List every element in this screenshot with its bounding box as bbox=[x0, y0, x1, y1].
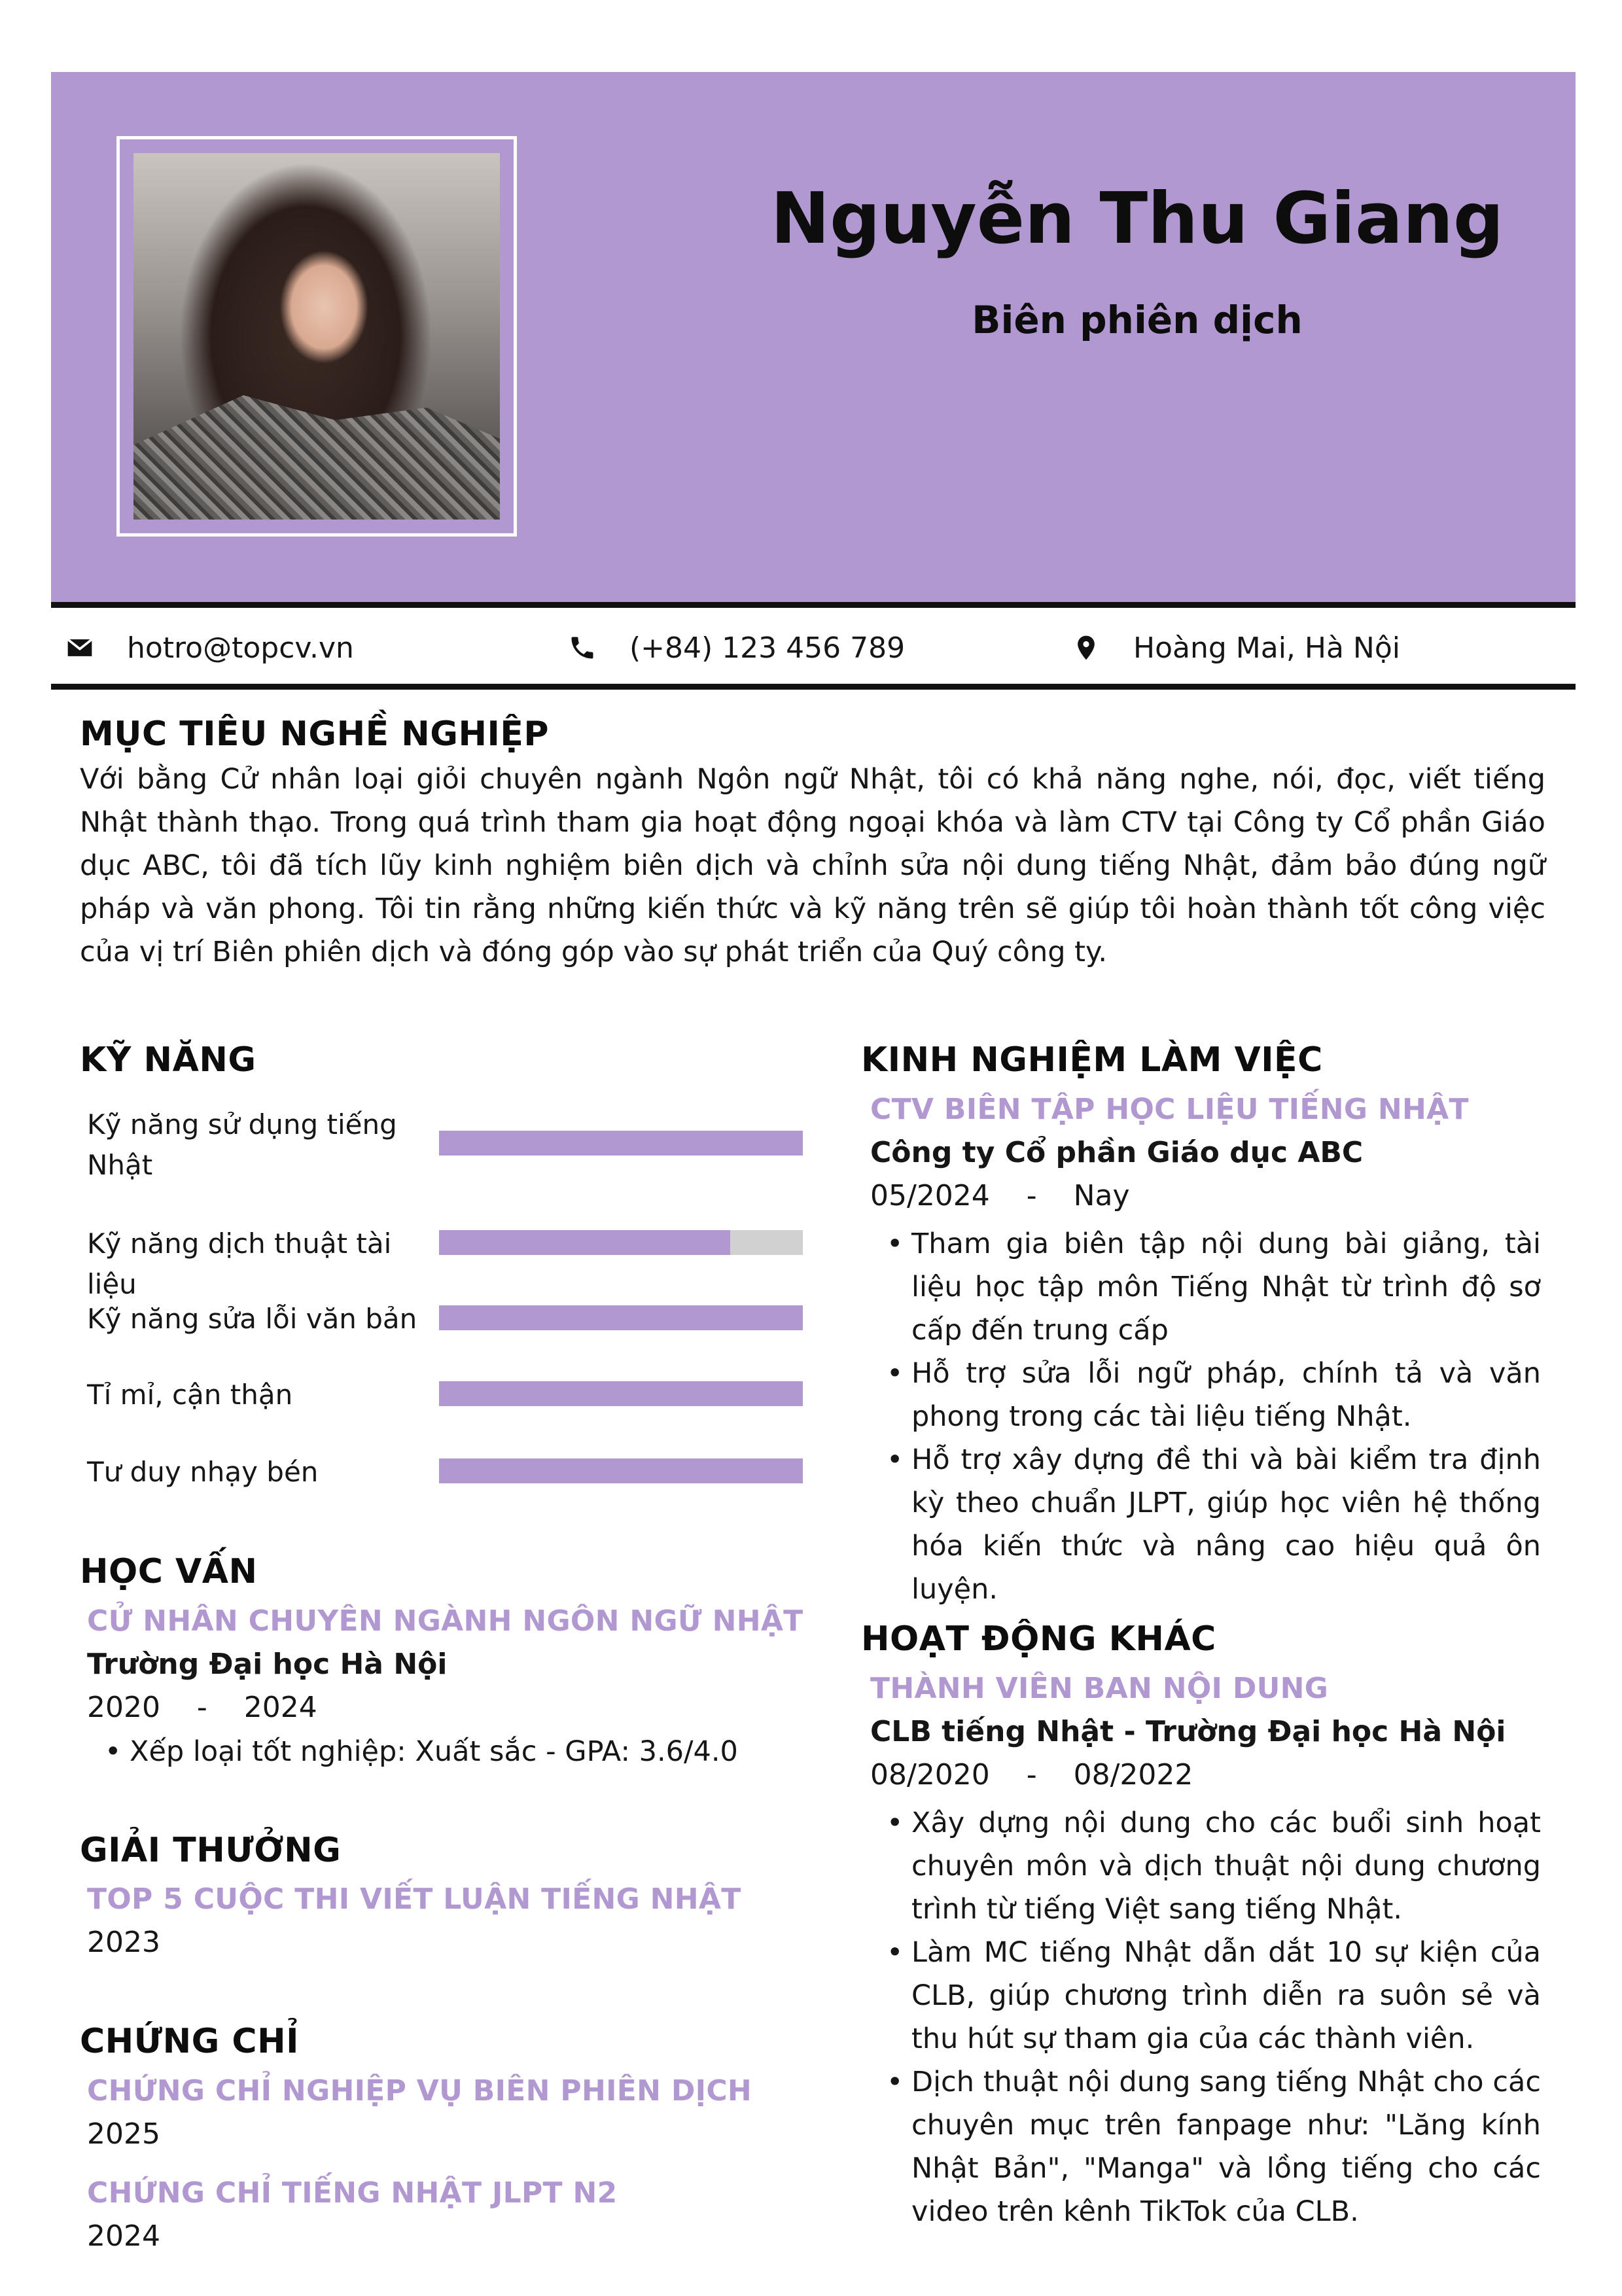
candidate-name: Nguyễn Thu Giang bbox=[770, 178, 1504, 260]
skill-level-fill bbox=[439, 1230, 730, 1255]
experience-dates: 05/2024 - Nay bbox=[870, 1179, 1130, 1212]
skill-name: Kỹ năng sửa lỗi văn bản bbox=[87, 1303, 417, 1335]
experience-position: CTV BIÊN TẬP HỌC LIỆU TIẾNG NHẬT bbox=[870, 1093, 1469, 1126]
phone-icon bbox=[568, 633, 597, 662]
contact-top-rule bbox=[51, 602, 1576, 608]
education-dates: 2020 - 2024 bbox=[87, 1691, 317, 1724]
education-bullet: • Xếp loại tốt nghiệp: Xuất sắc - GPA: 3.6/4.0 bbox=[105, 1730, 792, 1773]
skill-name: Tư duy nhạy bén bbox=[87, 1456, 319, 1488]
contact-bottom-rule bbox=[51, 684, 1576, 690]
education-title: HỌC VẤN bbox=[80, 1552, 258, 1591]
education-end: 2024 bbox=[243, 1691, 317, 1724]
experience-bullet: • Hỗ trợ xây dựng đề thi và bài kiểm tra định kỳ theo chuẩn JLPT, giúp học viên hệ thống hóa kiến thức và nâng cao hiệu quả ôn luyện. bbox=[887, 1438, 1541, 1611]
experience-bullet: • Tham gia biên tập nội dung bài giảng, tài liệu học tập môn Tiếng Nhật từ trình độ sơ cấp đến trung cấp bbox=[887, 1222, 1541, 1352]
experience-title: KINH NGHIỆM LÀM VIỆC bbox=[861, 1040, 1323, 1080]
contact-row bbox=[51, 615, 1576, 680]
experience-end: Nay bbox=[1073, 1179, 1130, 1212]
activity-bullets bbox=[887, 1801, 1541, 2233]
experience-company: Công ty Cổ phần Giáo dục ABC bbox=[870, 1136, 1364, 1169]
skill-level-bar bbox=[439, 1131, 803, 1156]
email-text: hotro@topcv.vn bbox=[127, 631, 354, 665]
skill-level-fill bbox=[439, 1131, 803, 1156]
education-degree: CỬ NHÂN CHUYÊN NGÀNH NGÔN NGỮ NHẬT bbox=[87, 1604, 803, 1638]
certificate-year: 2025 bbox=[87, 2117, 160, 2151]
candidate-role: Biên phiên dịch bbox=[972, 298, 1303, 342]
education-start: 2020 bbox=[87, 1691, 160, 1724]
skill-level-fill bbox=[439, 1458, 803, 1483]
skill-name: Kỹ năng dịch thuật tài liệu bbox=[87, 1227, 392, 1300]
skill-level-bar bbox=[439, 1230, 803, 1255]
skills-title: KỸ NĂNG bbox=[80, 1040, 256, 1080]
phone-text: (+84) 123 456 789 bbox=[629, 631, 906, 665]
activity-bullet: • Làm MC tiếng Nhật dẫn dắt 10 sự kiện của CLB, giúp chương trình diễn ra suôn sẻ và thu hút sự tham gia của các thành viên. bbox=[887, 1931, 1541, 2060]
skill-level-fill bbox=[439, 1305, 803, 1330]
activities-title: HOẠT ĐỘNG KHÁC bbox=[861, 1619, 1216, 1659]
activity-start: 08/2020 bbox=[870, 1758, 990, 1792]
profile-photo bbox=[133, 153, 500, 520]
award-year: 2023 bbox=[87, 1926, 160, 1959]
skill-level-bar bbox=[439, 1305, 803, 1330]
experience-bullets bbox=[887, 1222, 1541, 1611]
contact-address[interactable] bbox=[1072, 615, 1400, 680]
activity-bullet: • Dịch thuật nội dung sang tiếng Nhật cho các chuyên mục trên fanpage như: "Lăng kính Nhật Bản", "Manga" và lồng tiếng cho các video trên kênh TikTok của CLB. bbox=[887, 2060, 1541, 2233]
awards-title: GIẢI THƯỞNG bbox=[80, 1831, 342, 1870]
activity-end: 08/2022 bbox=[1073, 1758, 1193, 1792]
skill-name: Tỉ mỉ, cận thận bbox=[87, 1379, 293, 1411]
certificate-year: 2024 bbox=[87, 2219, 160, 2253]
activity-org: CLB tiếng Nhật - Trường Đại học Hà Nội bbox=[870, 1715, 1506, 1748]
skill-level-bar bbox=[439, 1458, 803, 1483]
skill-level-bar bbox=[439, 1381, 803, 1406]
header-banner bbox=[51, 72, 1576, 603]
experience-bullet: • Hỗ trợ sửa lỗi ngữ pháp, chính tả và văn phong trong các tài liệu tiếng Nhật. bbox=[887, 1352, 1541, 1438]
address-text: Hoàng Mai, Hà Nội bbox=[1133, 631, 1400, 665]
envelope-icon bbox=[65, 633, 94, 662]
skill-name: Kỹ năng sử dụng tiếng Nhật bbox=[87, 1108, 397, 1181]
activity-dates: 08/2020 - 08/2022 bbox=[870, 1758, 1193, 1792]
objective-title: MỤC TIÊU NGHỀ NGHIỆP bbox=[80, 715, 549, 754]
activity-bullet: • Xây dựng nội dung cho các buổi sinh hoạt chuyên môn và dịch thuật nội dung chương trình từ tiếng Việt sang tiếng Nhật. bbox=[887, 1801, 1541, 1931]
certificates-title: CHỨNG CHỈ bbox=[80, 2022, 299, 2061]
objective-text: Với bằng Cử nhân loại giỏi chuyên ngành Ngôn ngữ Nhật, tôi có khả năng nghe, nói, đọc, viết tiếng Nhật thành thạo. Trong quá trình tham gia hoạt động ngoại khóa và làm CTV tại Công ty Cổ phần Giáo dục ABC, tôi đã tích lũy kinh nghiệm biên dịch và chỉnh sửa nội dung tiếng Nhật, đảm bảo đúng ngữ pháp và văn phong. Tôi tin rằng những kiến thức và kỹ năng trên sẽ giúp tôi hoàn thành tốt công việc của vị trí Biên phiên dịch và đóng góp vào sự phát triển của Quý công ty. bbox=[80, 763, 1545, 968]
education-bullets bbox=[105, 1730, 792, 1773]
contact-email[interactable] bbox=[65, 615, 354, 680]
activity-position: THÀNH VIÊN BAN NỘI DUNG bbox=[870, 1672, 1329, 1705]
skill-level-fill bbox=[439, 1381, 803, 1406]
award-name: TOP 5 CUỘC THI VIẾT LUẬN TIẾNG NHẬT bbox=[87, 1882, 741, 1916]
experience-start: 05/2024 bbox=[870, 1179, 990, 1212]
certificate-name: CHỨNG CHỈ TIẾNG NHẬT JLPT N2 bbox=[87, 2176, 618, 2210]
photo-coat bbox=[133, 395, 500, 520]
contact-phone[interactable] bbox=[568, 615, 905, 680]
profile-photo-frame bbox=[116, 136, 517, 537]
education-school: Trường Đại học Hà Nội bbox=[87, 1648, 448, 1681]
certificate-name: CHỨNG CHỈ NGHIỆP VỤ BIÊN PHIÊN DỊCH bbox=[87, 2074, 752, 2108]
map-pin-icon bbox=[1072, 633, 1101, 662]
